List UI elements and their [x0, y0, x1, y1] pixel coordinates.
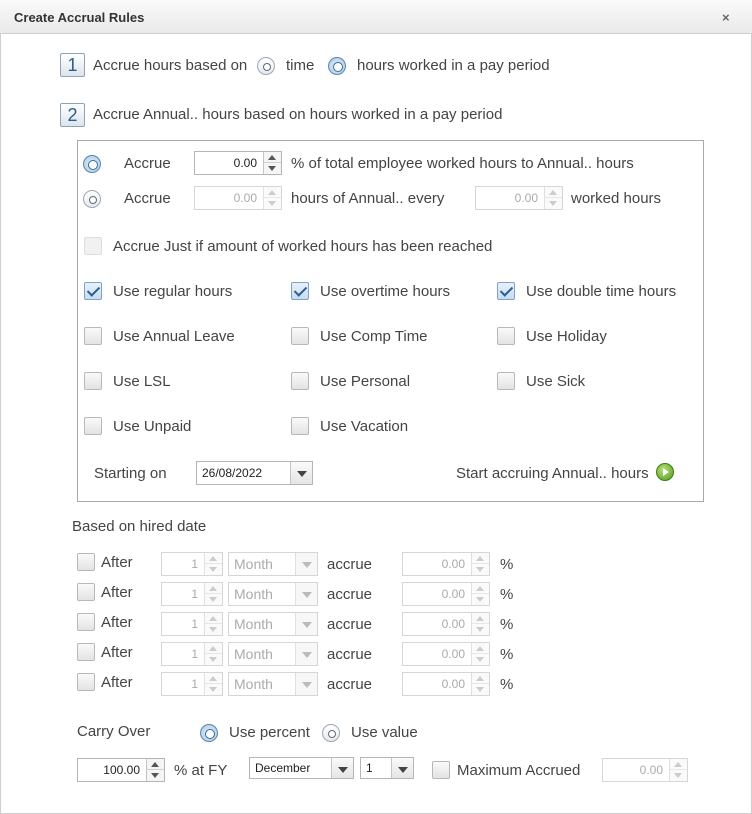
spinner-buttons[interactable]	[146, 759, 164, 781]
start-accruing-label: Start accruing Annual.. hours	[456, 465, 649, 482]
spin-down-icon[interactable]	[205, 684, 222, 695]
accrue-percent-suffix: % of total employee worked hours to Annual.. hours	[291, 155, 634, 172]
spin-up-icon[interactable]	[264, 187, 281, 198]
spin-up-icon[interactable]	[472, 613, 489, 624]
spin-up-icon[interactable]	[545, 187, 562, 198]
close-icon[interactable]: ×	[722, 10, 730, 25]
spinner-buttons[interactable]	[544, 187, 562, 209]
hired-row-4-unit-value: Month	[234, 646, 273, 662]
hired-row-3-unit-value: Month	[234, 616, 273, 632]
hired-row-3-after: After	[101, 614, 133, 631]
hired-row-4-checkbox[interactable]	[77, 643, 95, 661]
hired-row-5-percent[interactable]	[402, 672, 490, 696]
accrue-rate-suffix: worked hours	[571, 190, 662, 207]
step-2-label: Accrue Annual.. hours based on hours worked in a pay period	[93, 106, 503, 123]
spin-down-icon[interactable]	[264, 198, 281, 209]
spin-up-icon[interactable]	[205, 553, 222, 564]
use-regular-hours-label: Use regular hours	[113, 283, 233, 300]
accrue-percent-label: Accrue	[124, 155, 171, 172]
use-sick-label: Use Sick	[526, 373, 586, 390]
hired-row-2-count-value: 1	[191, 587, 198, 601]
use-overtime-hours-checkbox[interactable]	[291, 282, 309, 300]
starting-date-value: 26/08/2022	[202, 466, 263, 480]
accrue-basis-time-label: time	[286, 57, 315, 74]
hired-date-heading: Based on hired date	[72, 518, 207, 535]
use-unpaid-label: Use Unpaid	[113, 418, 192, 435]
spin-up-icon[interactable]	[147, 759, 164, 770]
spin-down-icon[interactable]	[264, 163, 281, 174]
spin-up-icon[interactable]	[472, 583, 489, 594]
spin-down-icon[interactable]	[205, 654, 222, 665]
fy-month-value: December	[255, 761, 311, 775]
spin-down-icon[interactable]	[472, 594, 489, 605]
maximum-accrued-checkbox[interactable]	[432, 761, 450, 779]
use-double-time-hours-label: Use double time hours	[526, 283, 677, 300]
hired-row-1-unit[interactable]	[228, 552, 318, 576]
chevron-down-icon[interactable]	[295, 613, 317, 635]
carry-over-percent-value: 100.00	[103, 763, 140, 777]
use-vacation-checkbox[interactable]	[291, 417, 309, 435]
carry-over-percent-label: Use percent	[229, 724, 310, 741]
use-holiday-label: Use Holiday	[526, 328, 607, 345]
hired-row-5-count-value: 1	[191, 677, 198, 691]
use-double-time-hours-checkbox[interactable]	[497, 282, 515, 300]
maximum-accrued-value: 0.00	[639, 763, 663, 777]
hired-row-3-checkbox[interactable]	[77, 613, 95, 631]
hired-row-1-percent-value: 0.00	[441, 557, 465, 571]
carry-over-label: Carry Over	[77, 723, 151, 740]
spinner-buttons[interactable]	[471, 673, 489, 695]
spin-down-icon[interactable]	[472, 624, 489, 635]
dialog-title: Create Accrual Rules	[14, 10, 145, 25]
hired-row-1-accrue: accrue	[327, 556, 373, 573]
hired-row-3-unit[interactable]	[228, 612, 318, 636]
spinner-buttons[interactable]	[204, 643, 222, 665]
hired-row-2-pct: %	[500, 586, 514, 603]
spinner-buttons[interactable]	[204, 583, 222, 605]
accrue-basis-hours-label: hours worked in a pay period	[357, 57, 550, 74]
hired-row-5-accrue: accrue	[327, 676, 373, 693]
use-personal-label: Use Personal	[320, 373, 411, 390]
carry-over-percent-radio[interactable]	[200, 724, 218, 742]
hired-row-3-accrue: accrue	[327, 616, 373, 633]
use-overtime-hours-label: Use overtime hours	[320, 283, 451, 300]
hired-row-2-count[interactable]	[161, 582, 223, 606]
hired-row-3-count[interactable]	[161, 612, 223, 636]
spin-down-icon[interactable]	[472, 684, 489, 695]
step-1-badge: 1	[60, 53, 85, 77]
chevron-down-icon[interactable]	[331, 758, 353, 778]
accrue-rate-value: 0.00	[233, 191, 257, 205]
hired-row-5-unit[interactable]	[228, 672, 318, 696]
worked-hours-value: 0.00	[514, 191, 538, 205]
use-comp-time-label: Use Comp Time	[320, 328, 428, 345]
fy-day-select[interactable]	[360, 757, 414, 779]
threshold-label: Accrue Just if amount of worked hours has been reached	[113, 238, 493, 255]
fy-day-value: 1	[366, 761, 373, 775]
chevron-down-icon[interactable]	[295, 583, 317, 605]
hired-row-2-percent[interactable]	[402, 582, 490, 606]
spin-down-icon[interactable]	[205, 564, 222, 575]
use-sick-checkbox[interactable]	[497, 372, 515, 390]
chevron-down-icon[interactable]	[290, 462, 312, 484]
chevron-down-icon[interactable]	[295, 643, 317, 665]
hired-row-2-checkbox[interactable]	[77, 583, 95, 601]
starting-date-picker[interactable]	[196, 461, 313, 485]
use-holiday-checkbox[interactable]	[497, 327, 515, 345]
play-icon[interactable]	[656, 463, 674, 481]
hired-row-5-after: After	[101, 674, 133, 691]
accrue-percent-radio[interactable]	[83, 155, 101, 173]
spin-down-icon[interactable]	[472, 564, 489, 575]
hired-row-5-checkbox[interactable]	[77, 673, 95, 691]
hired-row-4-accrue: accrue	[327, 646, 373, 663]
spin-down-icon[interactable]	[147, 770, 164, 781]
use-comp-time-checkbox[interactable]	[291, 327, 309, 345]
spin-up-icon[interactable]	[472, 673, 489, 684]
use-annual-leave-label: Use Annual Leave	[113, 328, 235, 345]
hired-row-3-count-value: 1	[191, 617, 198, 631]
hired-row-3-percent-value: 0.00	[441, 617, 465, 631]
accrue-percent-value: 0.00	[233, 156, 257, 170]
spin-up-icon[interactable]	[264, 152, 281, 163]
accrue-rate-middle: hours of Annual.. every	[291, 190, 445, 207]
hired-row-3-pct: %	[500, 616, 514, 633]
spinner-buttons[interactable]	[471, 643, 489, 665]
accrue-percent-stepper[interactable]	[194, 151, 282, 175]
use-vacation-label: Use Vacation	[320, 418, 409, 435]
hired-row-4-unit[interactable]	[228, 642, 318, 666]
accrue-rate-stepper[interactable]	[194, 186, 282, 210]
fy-month-select[interactable]	[249, 757, 354, 779]
spin-up-icon[interactable]	[205, 643, 222, 654]
spinner-buttons[interactable]	[471, 553, 489, 575]
hired-row-2-accrue: accrue	[327, 586, 373, 603]
hired-row-2-after: After	[101, 584, 133, 601]
accrue-rate-radio[interactable]	[83, 190, 101, 208]
spinner-buttons[interactable]	[471, 583, 489, 605]
at-fy-label: % at FY	[174, 762, 228, 779]
carry-over-value-radio[interactable]	[322, 724, 340, 742]
hired-row-4-percent-value: 0.00	[441, 647, 465, 661]
spin-down-icon[interactable]	[545, 198, 562, 209]
accrue-rate-label: Accrue	[124, 190, 171, 207]
carry-over-value-label: Use value	[351, 724, 418, 741]
step-2-badge: 2	[60, 103, 85, 127]
accrue-basis-time-radio[interactable]	[257, 57, 275, 75]
hired-row-2-unit-value: Month	[234, 586, 273, 602]
spin-down-icon[interactable]	[472, 654, 489, 665]
use-personal-checkbox[interactable]	[291, 372, 309, 390]
hired-row-1-count-value: 1	[191, 557, 198, 571]
spinner-buttons[interactable]	[204, 553, 222, 575]
hired-row-4-count[interactable]	[161, 642, 223, 666]
worked-hours-stepper[interactable]	[475, 186, 563, 210]
maximum-accrued-stepper[interactable]	[602, 758, 688, 782]
hired-row-5-unit-value: Month	[234, 676, 273, 692]
use-unpaid-checkbox[interactable]	[84, 417, 102, 435]
spinner-buttons[interactable]	[471, 613, 489, 635]
chevron-down-icon[interactable]	[295, 673, 317, 695]
spin-up-icon[interactable]	[472, 553, 489, 564]
spin-up-icon[interactable]	[205, 583, 222, 594]
hired-row-5-count[interactable]	[161, 672, 223, 696]
hired-row-4-pct: %	[500, 646, 514, 663]
threshold-checkbox[interactable]	[84, 237, 102, 255]
spin-up-icon[interactable]	[670, 759, 687, 770]
use-annual-leave-checkbox[interactable]	[84, 327, 102, 345]
spin-down-icon[interactable]	[205, 624, 222, 635]
spin-up-icon[interactable]	[472, 643, 489, 654]
hired-row-2-percent-value: 0.00	[441, 587, 465, 601]
spin-down-icon[interactable]	[205, 594, 222, 605]
hired-row-4-count-value: 1	[191, 647, 198, 661]
spinner-buttons[interactable]	[263, 152, 281, 174]
hired-row-1-pct: %	[500, 556, 514, 573]
hired-row-4-after: After	[101, 644, 133, 661]
maximum-accrued-label: Maximum Accrued	[457, 762, 581, 779]
step-1-label: Accrue hours based on	[93, 57, 248, 74]
chevron-down-icon[interactable]	[391, 758, 413, 778]
spinner-buttons[interactable]	[669, 759, 687, 781]
hired-row-1-percent[interactable]	[402, 552, 490, 576]
hired-row-5-pct: %	[500, 676, 514, 693]
hired-row-1-count[interactable]	[161, 552, 223, 576]
hired-row-4-percent[interactable]	[402, 642, 490, 666]
spin-up-icon[interactable]	[205, 613, 222, 624]
chevron-down-icon[interactable]	[295, 553, 317, 575]
use-lsl-checkbox[interactable]	[84, 372, 102, 390]
hired-row-1-checkbox[interactable]	[77, 553, 95, 571]
use-regular-hours-checkbox[interactable]	[84, 282, 102, 300]
spinner-buttons[interactable]	[263, 187, 281, 209]
hired-row-1-unit-value: Month	[234, 556, 273, 572]
spin-up-icon[interactable]	[205, 673, 222, 684]
spinner-buttons[interactable]	[204, 673, 222, 695]
carry-over-percent-stepper[interactable]	[77, 758, 165, 782]
hired-row-3-percent[interactable]	[402, 612, 490, 636]
spin-down-icon[interactable]	[670, 770, 687, 781]
hired-row-5-percent-value: 0.00	[441, 677, 465, 691]
spinner-buttons[interactable]	[204, 613, 222, 635]
hired-row-1-after: After	[101, 554, 133, 571]
starting-on-label: Starting on	[94, 465, 167, 482]
accrue-basis-hours-radio[interactable]	[328, 57, 346, 75]
use-lsl-label: Use LSL	[113, 373, 171, 390]
hired-row-2-unit[interactable]	[228, 582, 318, 606]
